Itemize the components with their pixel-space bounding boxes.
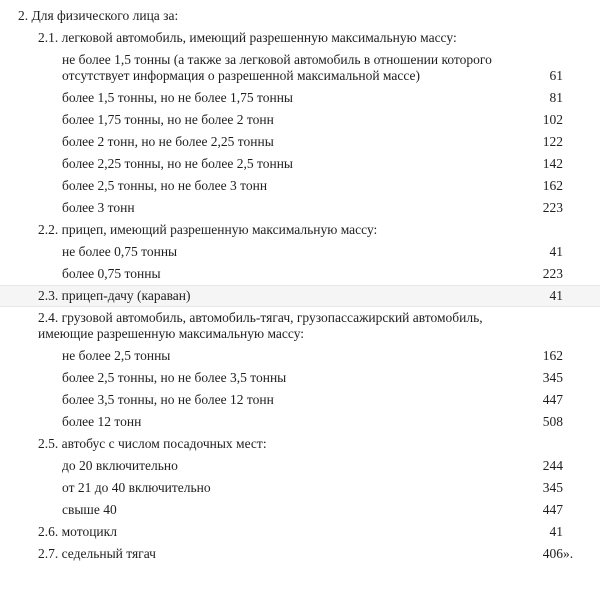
row-value: 223 xyxy=(542,200,563,215)
row-value: 142 xyxy=(542,156,563,171)
row-label: более 12 тонн xyxy=(62,414,142,429)
row-label-line: имеющие разрешенную максимальную массу: xyxy=(38,326,305,341)
tariff-row-2-4 xyxy=(0,310,600,342)
row-label: не более 2,5 тонны xyxy=(62,348,171,363)
row-label: более 2,5 тонны, но не более 3,5 тонны xyxy=(62,370,287,385)
row-label: более 3 тонн xyxy=(62,200,135,215)
row-label: 2.6. мотоцикл xyxy=(38,524,117,539)
row-value: 61 xyxy=(549,68,563,83)
tariff-row xyxy=(0,112,600,128)
row-value: 345 xyxy=(542,480,563,495)
row-value: 406». xyxy=(542,546,574,561)
tariff-row-2-1 xyxy=(0,30,600,46)
tariff-row xyxy=(0,178,600,194)
row-label-line: не более 1,5 тонны (а также за легковой автомобиль в отношении которого xyxy=(62,52,492,67)
row-label: свыше 40 xyxy=(62,502,117,517)
row-value: 162 xyxy=(542,178,563,193)
row-value: 447 xyxy=(542,502,563,517)
row-value: 41 xyxy=(549,524,563,539)
tariff-row xyxy=(0,52,600,84)
row-label-line: отсутствует информация о разрешенной максимальной массе) xyxy=(62,68,420,83)
row-label: более 1,75 тонны, но не более 2 тонн xyxy=(62,112,274,127)
row-label: более 3,5 тонны, но не более 12 тонн xyxy=(62,392,274,407)
row-value: 345 xyxy=(542,370,563,385)
row-label: не более 0,75 тонны xyxy=(62,244,178,259)
row-label: более 0,75 тонны xyxy=(62,266,161,281)
row-label xyxy=(38,310,563,342)
row-value: 81 xyxy=(549,90,563,105)
row-label: 2.3. прицеп-дачу (караван) xyxy=(38,288,191,303)
tariff-row xyxy=(0,90,600,106)
tariff-row-2-3-highlighted xyxy=(0,285,600,307)
row-label-line: 2.4. грузовой автомобиль, автомобиль-тягач, грузопассажирский автомобиль, xyxy=(38,310,483,325)
row-value-number: 406 xyxy=(542,546,563,561)
row-label: более 2,25 тонны, но не более 2,5 тонны xyxy=(62,156,293,171)
row-label xyxy=(62,52,521,84)
row-value: 223 xyxy=(542,266,563,281)
tariff-row xyxy=(0,266,600,282)
row-label: более 1,5 тонны, но не более 1,75 тонны xyxy=(62,90,293,105)
tariff-row xyxy=(0,480,600,496)
row-label: 2.1. легковой автомобиль, имеющий разрешенную максимальную массу: xyxy=(38,30,457,45)
row-value: 244 xyxy=(542,458,563,473)
tariff-row xyxy=(0,502,600,518)
section-heading: 2. Для физического лица за: xyxy=(18,8,179,23)
row-value: 447 xyxy=(542,392,563,407)
tariff-row xyxy=(0,348,600,364)
row-value: 162 xyxy=(542,348,563,363)
row-value: 122 xyxy=(542,134,563,149)
tariff-row xyxy=(0,134,600,150)
tariff-row xyxy=(0,244,600,260)
tariff-row xyxy=(0,458,600,474)
row-label: от 21 до 40 включительно xyxy=(62,480,211,495)
tariff-row-2-7 xyxy=(0,546,600,562)
row-value: 41 xyxy=(549,288,563,303)
tariff-row xyxy=(0,370,600,386)
row-label: 2.2. прицеп, имеющий разрешенную максимальную массу: xyxy=(38,222,378,237)
tariff-row xyxy=(0,414,600,430)
tariff-row-2-2 xyxy=(0,222,600,238)
row-value: 41 xyxy=(549,244,563,259)
row-label: 2.7. седельный тягач xyxy=(38,546,156,561)
row-label: до 20 включительно xyxy=(62,458,178,473)
tariff-row xyxy=(0,200,600,216)
row-label: 2.5. автобус с числом посадочных мест: xyxy=(38,436,267,451)
row-label: более 2 тонн, но не более 2,25 тонны xyxy=(62,134,274,149)
tariff-row-2-6 xyxy=(0,524,600,540)
row-label: более 2,5 тонны, но не более 3 тонн xyxy=(62,178,268,193)
row-value: 102 xyxy=(542,112,563,127)
tariff-row xyxy=(0,392,600,408)
tariff-row xyxy=(0,156,600,172)
row-value: 508 xyxy=(542,414,563,429)
tariff-row-2-5 xyxy=(0,436,600,452)
